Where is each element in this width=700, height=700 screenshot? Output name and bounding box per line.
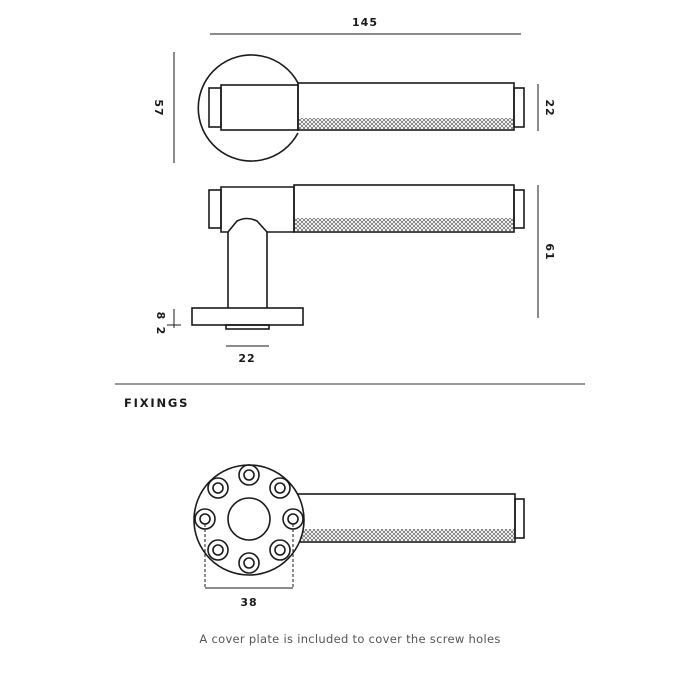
dim-label-57: 57 (152, 99, 165, 117)
dim-label-61: 61 (543, 243, 556, 261)
rose-plate (192, 308, 303, 325)
lever-collar (221, 85, 298, 130)
fixings-end-cap (515, 499, 524, 538)
rose-circle (198, 55, 298, 161)
knurled-texture (299, 118, 513, 129)
lever-end-cap-left (209, 88, 221, 127)
side-end-cap-right (514, 190, 524, 228)
rose-spigot (226, 325, 269, 329)
neck (228, 232, 267, 308)
side-knurled-texture (295, 218, 513, 231)
cover-plate-caption: A cover plate is included to cover the screw holes (199, 632, 501, 646)
dim-label-38: 38 (240, 596, 258, 609)
fixings-title: FIXINGS (124, 396, 190, 410)
dim-label-22-top: 22 (543, 99, 556, 117)
lever-end-cap-right (514, 88, 524, 127)
side-end-cap-left (209, 190, 221, 228)
dim-label-145: 145 (352, 16, 378, 29)
dim-label-8: 8 (154, 311, 167, 321)
dim-label-2: 2 (154, 326, 167, 336)
top-view (174, 34, 538, 163)
fixings-knurled-texture (299, 529, 514, 541)
side-view (167, 185, 538, 346)
dim-label-22-side: 22 (238, 352, 256, 365)
side-collar (221, 187, 294, 232)
fixings-view (194, 465, 524, 588)
